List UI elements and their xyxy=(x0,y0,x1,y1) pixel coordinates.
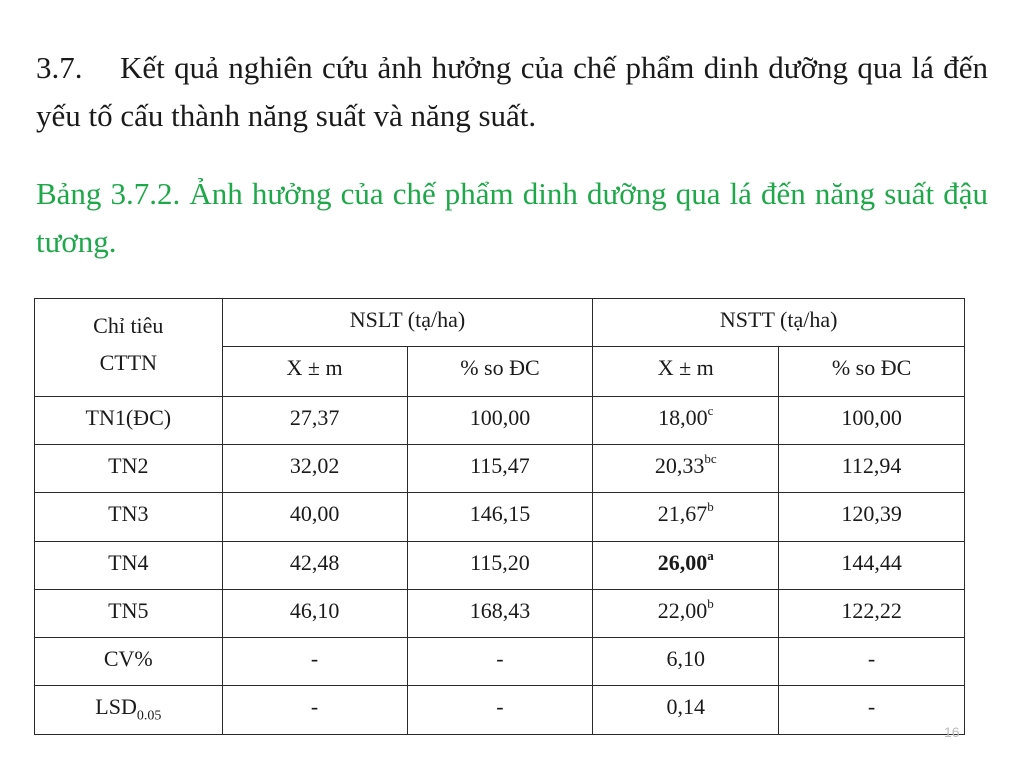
nstt-value-cell xyxy=(593,397,779,445)
nstt-value-cell-highlight xyxy=(593,541,779,589)
nstt-percent: 120,39 xyxy=(779,493,965,541)
nslt-value: 42,48 xyxy=(222,541,407,589)
group-header-nslt: NSLT (tạ/ha) xyxy=(222,299,593,347)
yield-table xyxy=(34,298,965,735)
nslt-percent: 168,43 xyxy=(407,589,593,637)
nslt-value: 40,00 xyxy=(222,493,407,541)
nstt-value-cell xyxy=(593,589,779,637)
nstt-value-cell xyxy=(593,445,779,493)
row-label: TN5 xyxy=(35,589,223,637)
nstt-value: 26,00 xyxy=(657,549,708,575)
nslt-value: 46,10 xyxy=(222,589,407,637)
nstt-percent: - xyxy=(779,637,965,685)
row-label: CV% xyxy=(35,637,223,685)
row-label xyxy=(35,685,223,734)
corner-line-1: Chỉ tiêu xyxy=(93,313,164,338)
nstt-percent: 100,00 xyxy=(779,397,965,445)
significance-letter: bc xyxy=(704,451,717,467)
nstt-value: 18,00 xyxy=(658,405,708,431)
subheader-nstt-percent: % so ĐC xyxy=(779,347,965,397)
nstt-percent: - xyxy=(779,685,965,734)
significance-letter: c xyxy=(707,403,714,419)
nslt-value: - xyxy=(222,685,407,734)
table-row xyxy=(35,493,965,541)
row-label: TN1(ĐC) xyxy=(35,397,223,445)
significance-letter: a xyxy=(707,547,714,563)
nstt-value: 21,67 xyxy=(657,501,708,527)
table-row xyxy=(35,541,965,589)
corner-header-cell xyxy=(35,299,223,397)
section-title: Kết quả nghiên cứu ảnh hưởng của chế phẩm dinh dưỡng qua lá đến yếu tố cấu thành năng suất và năng suất. xyxy=(36,50,988,133)
nstt-value: 0,14 xyxy=(593,685,779,734)
nslt-percent: 100,00 xyxy=(407,397,593,445)
row-label: TN4 xyxy=(35,541,223,589)
table-row-lsd xyxy=(35,685,965,734)
nstt-value: 22,00 xyxy=(657,597,708,623)
table-row xyxy=(35,445,965,493)
nslt-percent: 115,20 xyxy=(407,541,593,589)
nstt-percent: 112,94 xyxy=(779,445,965,493)
nslt-percent: - xyxy=(407,685,593,734)
nstt-value: 6,10 xyxy=(666,645,705,671)
table-caption: Bảng 3.7.2. Ảnh hưởng của chế phẩm dinh dưỡng qua lá đến năng suất đậu tương. xyxy=(36,176,988,259)
page-number: 16 xyxy=(944,724,960,740)
table-row xyxy=(35,637,965,685)
nstt-percent: 144,44 xyxy=(779,541,965,589)
nslt-percent: - xyxy=(407,637,593,685)
table-row xyxy=(35,589,965,637)
subheader-nstt-value: X ± m xyxy=(593,347,779,397)
lsd-label: LSD xyxy=(95,693,137,719)
nslt-value: 32,02 xyxy=(222,445,407,493)
nstt-value-cell xyxy=(593,493,779,541)
nslt-percent: 115,47 xyxy=(407,445,593,493)
section-heading xyxy=(36,44,988,140)
significance-letter: b xyxy=(707,499,714,515)
nslt-value: 27,37 xyxy=(222,397,407,445)
section-number: 3.7. xyxy=(36,50,83,85)
lsd-subscript: 0.05 xyxy=(136,708,162,724)
nslt-percent: 146,15 xyxy=(407,493,593,541)
nstt-percent: 122,22 xyxy=(779,589,965,637)
subheader-nslt-value: X ± m xyxy=(222,347,407,397)
row-label: TN2 xyxy=(35,445,223,493)
corner-line-2: CTTN xyxy=(99,350,158,375)
nslt-value: - xyxy=(222,637,407,685)
nstt-value-cell xyxy=(593,637,779,685)
group-header-nstt: NSTT (tạ/ha) xyxy=(593,299,965,347)
significance-letter: b xyxy=(707,595,714,611)
nstt-value: 20,33 xyxy=(654,453,705,479)
row-label: TN3 xyxy=(35,493,223,541)
subheader-nslt-percent: % so ĐC xyxy=(407,347,593,397)
table-row xyxy=(35,397,965,445)
